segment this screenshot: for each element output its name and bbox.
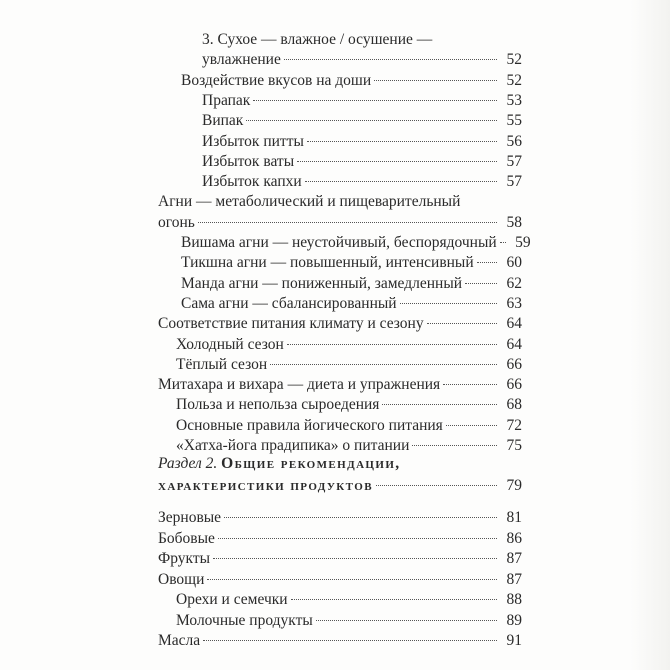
toc-entry-text: Митахара и вихара — диета и упражнения [158, 376, 441, 394]
toc-entry-page: 60 [506, 254, 522, 272]
toc-entry-page: 62 [506, 274, 522, 292]
toc-entry [202, 49, 522, 71]
leader-dots [382, 404, 497, 405]
toc-entry [202, 29, 432, 51]
toc-entry [202, 151, 522, 173]
leader-dots [287, 344, 497, 345]
toc-entry-page: 59 [515, 234, 531, 251]
toc-entry-page: 64 [506, 335, 522, 353]
toc-entry-page: 72 [506, 416, 522, 434]
leader-dots [427, 323, 497, 324]
toc-entry [176, 610, 522, 632]
toc-entry-text: Польза и непольза сыроедения [176, 396, 380, 414]
toc-entry-text: Избыток капхи [202, 173, 302, 191]
toc-entry [202, 110, 522, 132]
toc-entry-text: Избыток питты [202, 132, 304, 150]
toc-entry [158, 212, 522, 234]
leader-dots [213, 558, 497, 559]
toc-entry-page: 86 [506, 529, 522, 547]
toc-entry-page: 63 [506, 294, 522, 312]
toc-entry [202, 131, 522, 153]
toc-entry-page: 75 [506, 437, 522, 454]
toc-entry-page: 89 [506, 611, 522, 629]
toc-entry-text: Агни — метаболический и пищеварительный [158, 193, 461, 211]
toc-entry-page: 52 [506, 51, 522, 69]
leader-dots [218, 538, 497, 539]
toc-entry-text: увлажнение [202, 51, 281, 69]
toc-entry [158, 191, 460, 213]
toc-entry-page: 87 [506, 550, 522, 567]
leader-dots [316, 620, 497, 621]
leader-dots [270, 364, 497, 365]
toc-entry-text: Тикшна агни — повышенный, интенсивный [181, 254, 474, 272]
toc-entry-page: 55 [506, 112, 522, 130]
leader-dots [376, 485, 497, 486]
toc-entry [158, 630, 522, 652]
toc-entry-text: Масла [158, 632, 201, 649]
toc-entry [181, 273, 522, 295]
leader-dots [224, 517, 497, 518]
leader-dots [203, 640, 497, 641]
toc-entry [158, 313, 522, 335]
toc-entry-text: Вишама агни — неустойчивый, беспорядочный [181, 234, 497, 251]
toc-entry-page: 91 [506, 632, 522, 649]
toc-entry-page: 58 [506, 213, 522, 231]
toc-entry [181, 293, 522, 315]
toc-entry [181, 232, 531, 254]
leader-dots [374, 80, 497, 81]
leader-dots [284, 59, 497, 60]
toc-entry-text: Прапак [202, 91, 251, 109]
leader-dots [465, 283, 497, 284]
leader-dots [198, 222, 497, 223]
toc-entry [158, 507, 522, 529]
toc-entry-text: «Хатха-йога прадипика» о питании [176, 437, 410, 454]
toc-entry-text: Основные правила йогического питания [176, 416, 443, 434]
toc-entry [176, 334, 522, 356]
toc-entry-text: 3. Сухое — влажное / осушение — [202, 31, 433, 48]
toc-entry-text: Воздействие вкусов на доши [181, 71, 372, 89]
toc-entry-page: 53 [506, 91, 522, 109]
toc-entry [176, 394, 522, 416]
toc-entry-text: Бобовые [158, 529, 215, 547]
leader-dots [253, 100, 497, 101]
toc-entry-text: Тёплый сезон [176, 355, 268, 373]
leader-dots [400, 303, 497, 304]
toc-entry [176, 589, 522, 611]
toc-entry-page: 56 [506, 132, 522, 150]
section-heading-line2 [158, 475, 522, 497]
leader-dots [307, 141, 497, 142]
toc-entry-text: Фрукты [158, 550, 211, 567]
section-label: Раздел 2. [158, 455, 218, 472]
section-heading [158, 453, 401, 475]
leader-dots [412, 445, 497, 446]
toc-entry-page: 66 [506, 355, 522, 373]
leader-dots [443, 384, 497, 385]
toc-entry-page: 57 [506, 173, 522, 191]
toc-entry [158, 569, 522, 591]
toc-entry [181, 252, 522, 274]
section-page: 79 [506, 477, 522, 494]
toc-entry-text: огонь [158, 213, 195, 231]
toc-entry-text: Молочные продукты [176, 611, 313, 629]
toc-entry-page: 81 [506, 509, 522, 526]
section-title-line2: характеристики продуктов [158, 477, 373, 494]
toc-entry [176, 415, 522, 437]
toc-entry-text: Соответствие питания климату и сезону [158, 315, 424, 333]
leader-dots [500, 242, 506, 243]
toc-entry-page: 87 [506, 570, 522, 588]
toc-entry [202, 90, 522, 112]
leader-dots [305, 181, 497, 182]
toc-entry-text: Избыток ваты [202, 152, 295, 170]
toc-entry [176, 354, 522, 376]
leader-dots [477, 262, 497, 263]
toc-entry [158, 548, 522, 570]
toc-entry-page: 68 [506, 396, 522, 414]
toc-entry-page: 57 [506, 152, 522, 170]
section-title-line1: Общие рекомендации, [221, 455, 401, 472]
toc-entry [158, 374, 522, 396]
toc-entry-text: Зерновые [158, 509, 222, 526]
toc-entry-page: 66 [506, 376, 522, 394]
toc-entry-text: Овощи [158, 570, 205, 588]
toc-entry-text: Холодный сезон [176, 335, 284, 353]
toc-entry-text: Сама агни — сбалансированный [181, 294, 397, 312]
toc-entry [202, 171, 522, 193]
toc-entry-text: Орехи и семечки [176, 591, 288, 608]
leader-dots [207, 579, 497, 580]
leader-dots [446, 425, 497, 426]
leader-dots [297, 161, 497, 162]
toc-entry [158, 528, 522, 550]
toc-entry [181, 70, 522, 92]
toc-entry-text: Манда агни — пониженный, замедленный [181, 274, 463, 292]
toc-entry-page: 88 [506, 591, 522, 608]
leader-dots [291, 599, 497, 600]
leader-dots [246, 120, 497, 121]
toc-entry-page: 64 [506, 315, 522, 333]
toc-entry-text: Випак [202, 112, 244, 130]
toc-entry-page: 52 [506, 71, 522, 89]
